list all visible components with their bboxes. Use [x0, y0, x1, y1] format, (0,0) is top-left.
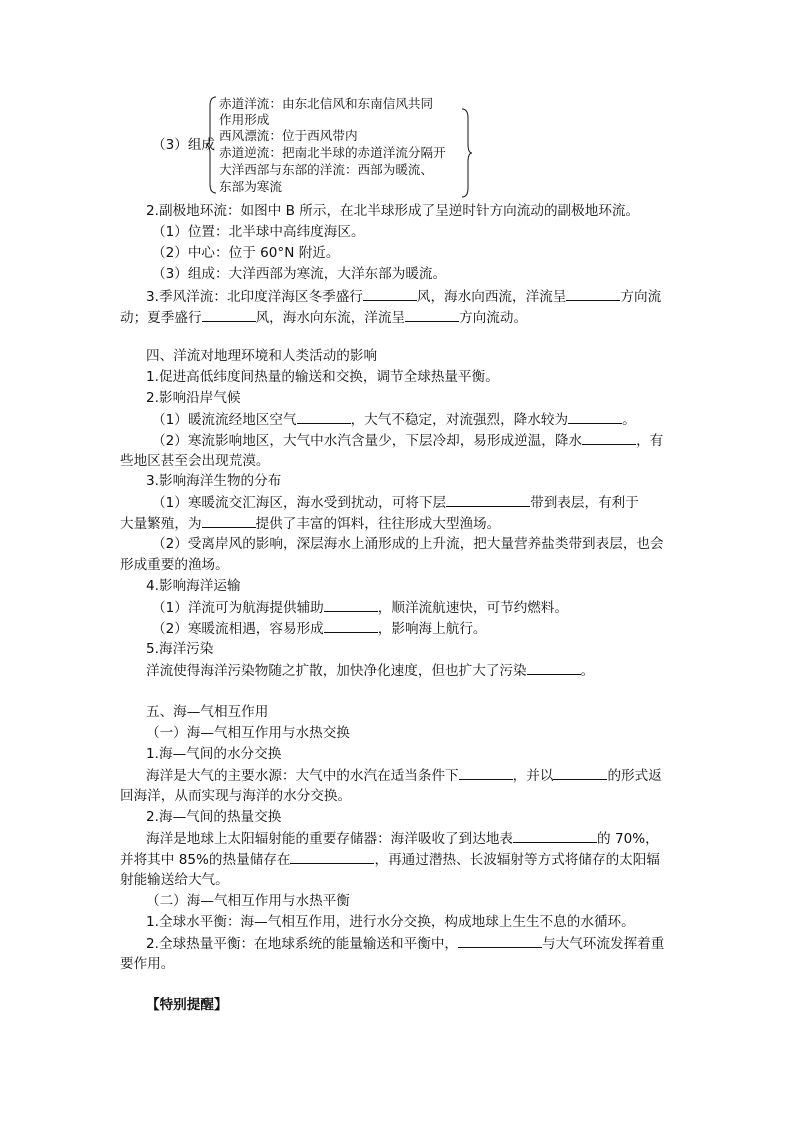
answer-blank[interactable] [202, 308, 256, 322]
monsoon-line-2: 动；夏季盛行 风，海水向东流，洋流呈 方向流动。 [120, 310, 528, 326]
water-exchange-line: 海洋是大气的主要水源：大气中的水汽在适当条件下 ，并以 的形式返 [146, 768, 662, 784]
section-5-sub-2: （二）海—气相互作用与水热平衡 [146, 893, 350, 909]
special-reminder: 【特别提醒】 [146, 997, 228, 1013]
heat-exchange-line: 海洋是地球上太阳辐射能的重要存储器：海洋吸收了到达地表 的 70%， [146, 831, 659, 847]
bio-line-1-cont: 大量繁殖，为 提供了丰富的饵料，往往形成大型渔场。 [120, 516, 501, 532]
composition-item-4: 大洋西部与东部的洋流：西部为暖流、 [219, 162, 434, 177]
bio-line-1: （1）寒暖流交汇海区，海水受到扰动，可将下层 带到表层，有利于 [152, 495, 639, 511]
section-5-title: 五、海—气相互作用 [146, 704, 269, 720]
left-brace [205, 96, 217, 194]
answer-blank[interactable] [458, 934, 542, 948]
answer-blank[interactable] [290, 850, 374, 864]
answer-blank[interactable] [324, 619, 378, 633]
section-5-sub-1: （一）海—气相互作用与水热交换 [146, 725, 350, 741]
section-4-pollution-title: 5.海洋污染 [146, 641, 214, 657]
bio-line-2: （2）受离岸风的影响，深层海水上涌形成的上升流，把大量营养盐类带到表层，也会 [152, 536, 664, 552]
composition-item-2: 西风漂流：位于西风带内 [219, 128, 358, 143]
ship-line-1: （1）洋流可为航海提供辅助 ，顺洋流航速快，可节约燃料。 [152, 600, 569, 616]
composition-item-3: 赤道逆流：把南北半球的赤道洋流分隔开 [219, 145, 446, 160]
section-4-ship-title: 4.影响海洋运输 [146, 578, 241, 594]
subpolar-center: （2）中心：位于 60°N 附近。 [152, 245, 340, 261]
section-4-climate-title: 2.影响沿岸气候 [146, 390, 241, 406]
composition-label: （3）组成 [152, 137, 216, 153]
answer-blank[interactable] [363, 287, 417, 301]
answer-blank[interactable] [513, 829, 597, 843]
answer-blank[interactable] [446, 493, 530, 507]
answer-blank[interactable] [553, 766, 607, 780]
answer-blank[interactable] [566, 287, 620, 301]
answer-blank[interactable] [324, 598, 378, 612]
cold-current-line-cont: 些地区甚至会出现荒漠。 [120, 453, 270, 469]
subpolar-composition: （3）组成：大洋西部为寒流，大洋东部为暖流。 [152, 266, 447, 282]
section-4-title: 四、洋流对地理环境和人类活动的影响 [146, 348, 378, 364]
ship-line-2: （2）寒暖流相遇，容易形成 ，影响海上航行。 [152, 621, 487, 637]
answer-blank[interactable] [202, 514, 256, 528]
answer-blank[interactable] [405, 308, 459, 322]
answer-blank[interactable] [527, 661, 581, 675]
composition-item-1-cont: 作用形成 [219, 112, 270, 127]
subpolar-heading: 2.副极地环流：如图中 B 所示，在北半球形成了呈逆时针方向流动的副极地环流。 [146, 203, 640, 219]
warm-current-line: （1）暖流流经地区空气 ，大气不稳定，对流强烈，降水较为 。 [152, 412, 636, 428]
water-exchange-line-cont: 回海洋，从而实现与海洋的水分交换。 [120, 788, 352, 804]
section-4-heat: 1.促进高低纬度间热量的输送和交换，调节全球热量平衡。 [146, 369, 499, 385]
section-4-bio-title: 3.影响海洋生物的分布 [146, 473, 282, 489]
monsoon-line-1: 3.季风洋流：北印度洋海区冬季盛行 风，海水向西流，洋流呈 方向流 [146, 289, 662, 305]
bio-line-2-cont: 形成重要的渔场。 [120, 557, 229, 573]
answer-blank[interactable] [459, 766, 513, 780]
answer-blank[interactable] [568, 410, 622, 424]
composition-item-4-cont: 东部为寒流 [219, 179, 282, 194]
pollution-line: 洋流使得海洋污染物随之扩散，加快净化速度，但也扩大了污染 。 [146, 663, 595, 679]
answer-blank[interactable] [297, 410, 351, 424]
water-balance-line: 1.全球水平衡：海—气相互作用，进行水分交换，构成地球上生生不息的水循环。 [146, 914, 635, 930]
cold-current-line: （2）寒流影响地区，大气中水汽含量少，下层冷却，易形成逆温，降水 ，有 [152, 433, 664, 449]
heat-exchange-line-2: 并将其中 85%的热量储存在 ，再通过潜热、长波辐射等方式将储存的太阳辐 [120, 852, 660, 868]
answer-blank[interactable] [582, 431, 636, 445]
heat-balance-line: 2.全球热量平衡：在地球系统的能量输送和平衡中， 与大气环流发挥着重 [146, 936, 665, 952]
composition-item-1: 赤道洋流：由东北信风和东南信风共同 [219, 96, 434, 111]
right-brace [461, 108, 473, 198]
water-exchange-title: 1.海—气间的水分交换 [146, 746, 282, 762]
heat-balance-line-cont: 要作用。 [120, 956, 175, 972]
subpolar-position: （1）位置：北半球中高纬度海区。 [152, 224, 365, 240]
heat-exchange-title: 2.海—气间的热量交换 [146, 809, 282, 825]
heat-exchange-line-3: 射能输送给大气。 [120, 872, 229, 888]
